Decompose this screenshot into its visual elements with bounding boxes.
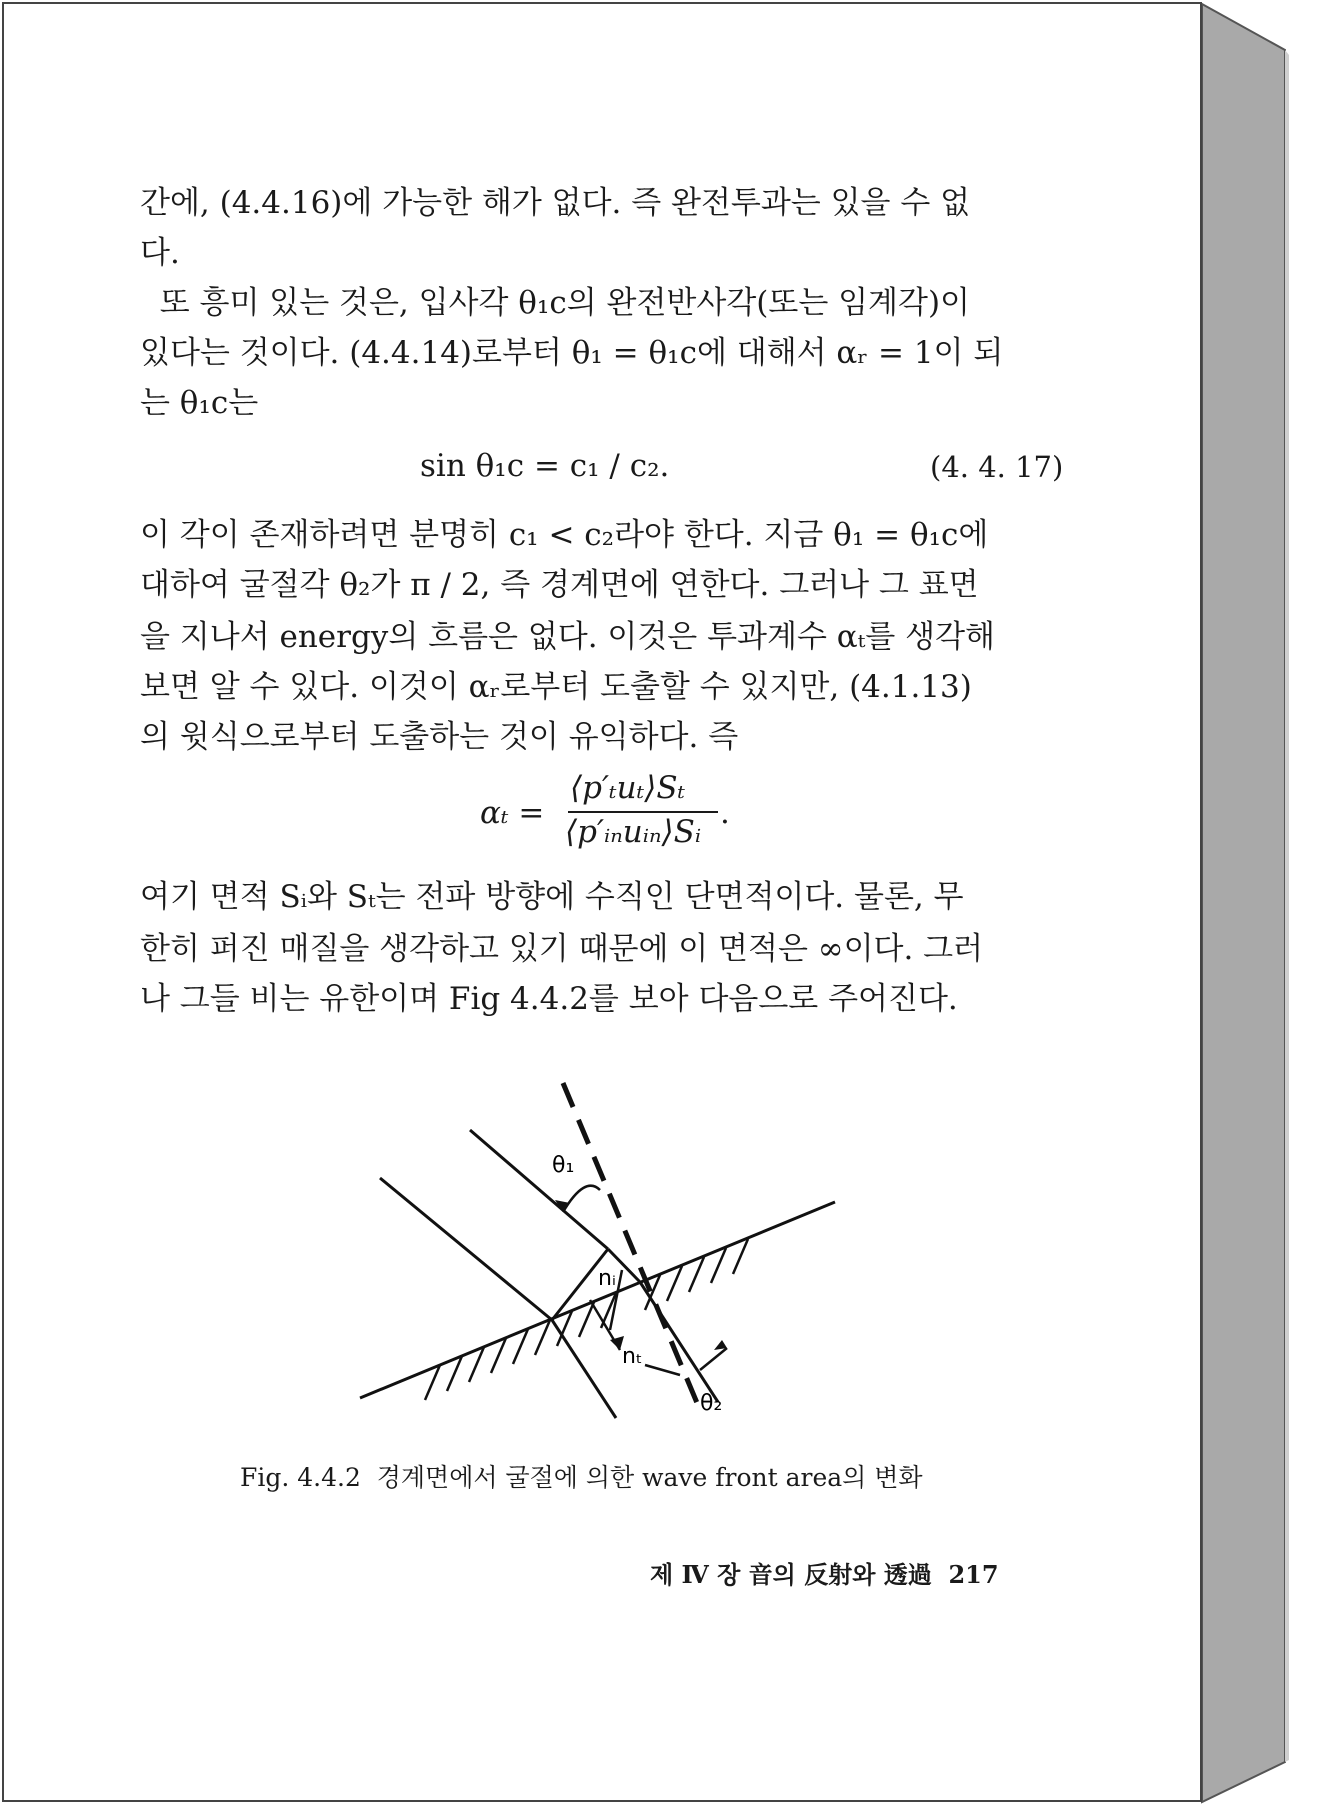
text-line-11: 여기 면적 Sᵢ와 Sₜ는 전파 방향에 수직인 단면적이다. 물론, 무	[140, 879, 964, 915]
nt-pointer	[645, 1365, 680, 1375]
text-line-9: 보면 알 수 있다. 이것이 αᵣ로부터 도출할 수 있지만, (4.1.13)	[140, 669, 972, 705]
equation-denominator: ⟨p′ᵢₙuᵢₙ⟩Sᵢ	[565, 814, 702, 850]
text-line-7: 대하여 굴절각 θ₂가 π / 2, 즉 경계면에 연한다. 그러나 그 표면	[140, 567, 979, 603]
incident-ray-left	[380, 1178, 552, 1320]
text-line-1: 간에, (4.4.16)에 가능한 해가 없다. 즉 완전투과는 있을 수 없	[140, 185, 971, 221]
equation-lhs: αₜ =	[480, 795, 545, 831]
text-line-13: 나 그들 비는 유한이며 Fig 4.4.2를 보아 다음으로 주어진다.	[140, 981, 958, 1017]
text-line-5: 는 θ₁c는	[140, 385, 259, 421]
refracted-ray-left	[552, 1320, 616, 1418]
equation-number-4-4-17: (4. 4. 17)	[930, 450, 1064, 484]
incident-ray-right	[470, 1130, 608, 1249]
text-line-3: 또 흥미 있는 것은, 입사각 θ₁c의 완전반사각(또는 임계각)이	[140, 285, 970, 321]
equation-4-4-17: sin θ₁c = c₁ / c₂.	[420, 448, 670, 484]
page-footer: 제 Ⅳ 장 音의 反射와 透過 217	[650, 1560, 999, 1589]
equation-period: .	[720, 795, 730, 831]
boundary-line	[360, 1202, 835, 1398]
theta2-pointer	[700, 1348, 727, 1370]
refracted-ray-right	[640, 1282, 718, 1402]
text-line-2: 다.	[140, 235, 180, 271]
figure-caption: Fig. 4.4.2 경계면에서 굴절에 의한 wave front area의 변화	[240, 1463, 923, 1492]
text-line-10: 의 윗식으로부터 도출하는 것이 유익하다. 즉	[140, 719, 739, 755]
label-ni: nᵢ	[598, 1266, 616, 1291]
equation-numerator: ⟨p′ₜuₜ⟩Sₜ	[570, 770, 686, 806]
label-theta2: θ₂	[700, 1391, 723, 1416]
text-line-8: 을 지나서 energy의 흐름은 없다. 이것은 투과계수 αₜ를 생각해	[140, 619, 995, 655]
text-line-12: 한히 퍼진 매질을 생각하고 있기 때문에 이 면적은 ∞이다. 그러	[140, 931, 984, 967]
text-line-6: 이 각이 존재하려면 분명히 c₁ < c₂라야 한다. 지금 θ₁ = θ₁c에	[140, 517, 989, 553]
label-theta1: θ₁	[552, 1153, 575, 1178]
theta1-arc	[563, 1186, 600, 1212]
text-line-4: 있다는 것이다. (4.4.14)로부터 θ₁ = θ₁c에 대해서 αᵣ = 1이 되	[140, 335, 1004, 371]
label-nt: nₜ	[622, 1344, 643, 1369]
